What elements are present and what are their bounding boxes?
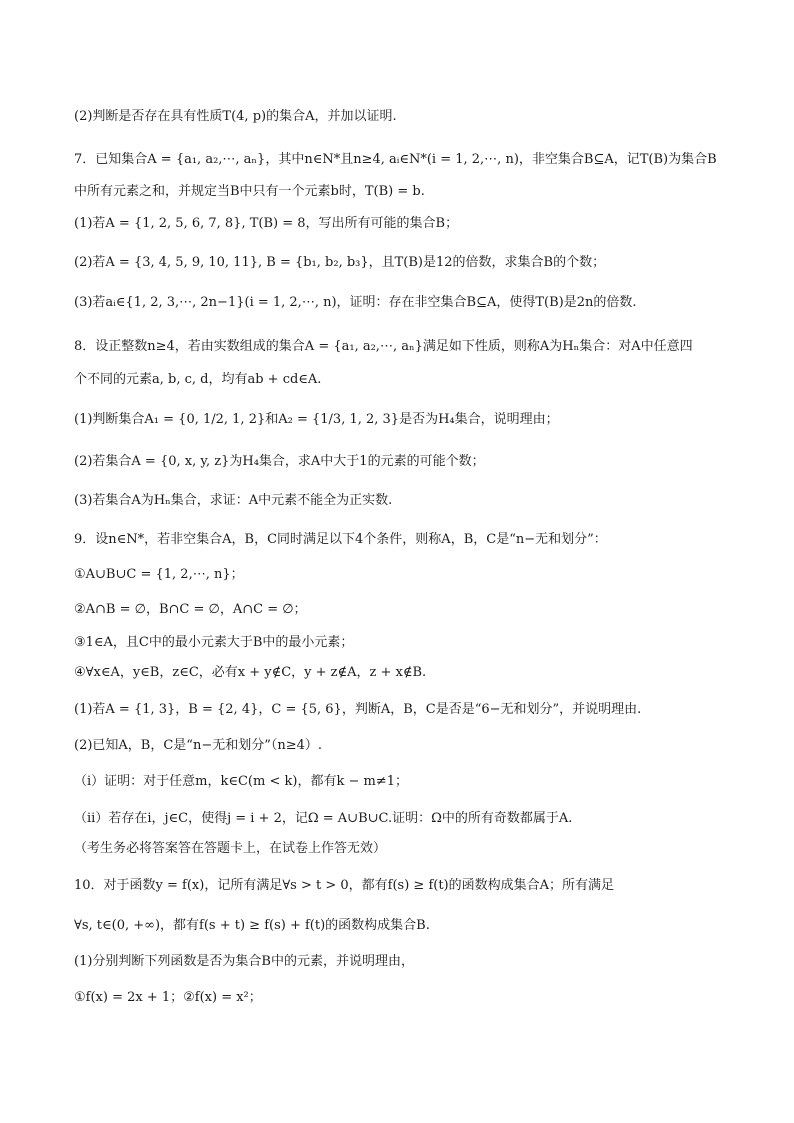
q7-stem-line1: 7．已知集合A = {a₁, a₂,⋯, aₙ}，其中n∈N*且n≥4, aᵢ∈N*(i = 1, 2,⋯, n)，非空集合B⊆A，记T(B)为集合B	[74, 152, 717, 167]
q9-condition-4: ④∀x∈A，y∈B，z∈C，必有x + y∉C，y + z∉A，z + x∉B.	[74, 665, 427, 680]
q7-part3: (3)若aᵢ∈{1, 2, 3,⋯, 2n−1}(i = 1, 2,⋯, n)，证明：存在非空集合B⊆A，使得T(B)是2n的倍数.	[74, 295, 637, 310]
q9-part2-i: （i）证明：对于任意m，k∈C(m < k)，都有k − m≠1；	[74, 774, 408, 789]
q10-stem-line2: ∀s, t∈(0, +∞)，都有f(s + t) ≥ f(s) + f(t)的函数构成集合B.	[74, 918, 430, 933]
q8-part3: (3)若集合A为Hₙ集合，求证：A中元素不能全为正实数.	[74, 493, 393, 508]
q8-stem-line1: 8．设正整数n≥4，若由实数组成的集合A = {a₁, a₂,⋯, aₙ}满足如下性质，则称A为Hₙ集合：对A中任意四	[74, 339, 693, 354]
q9-stem: 9．设n∈N*，若非空集合A，B，C同时满足以下4个条件，则称A，B，C是“n−无和划分”：	[74, 532, 607, 547]
q9-part1: (1)若A = {1, 3}，B = {2, 4}，C = {5, 6}，判断A，B，C是否是“6−无和划分”，并说明理由.	[74, 702, 642, 717]
q9-condition-2: ②A∩B = ∅，B∩C = ∅，A∩C = ∅；	[74, 602, 307, 617]
exam-note: （考生务必将答案答在答题卡上，在试卷上作答无效）	[74, 841, 387, 856]
q10-stem-line1: 10．对于函数y = f(x)，记所有满足∀s > t > 0，都有f(s) ≥ f(t)的函数构成集合A；所有满足	[74, 878, 615, 893]
q8-part2: (2)若集合A = {0, x, y, z}为H₄集合，求A中大于1的元素的可能个数；	[74, 454, 485, 469]
q6-part2: (2)判断是否存在具有性质T(4, p)的集合A，并加以证明.	[74, 109, 397, 124]
q8-part1: (1)判断集合A₁ = {0, 1/2, 1, 2}和A₂ = {1/3, 1, 2, 3}是否为H₄集合，说明理由；	[74, 412, 559, 427]
q9-condition-1: ①A∪B∪C = {1, 2,⋯, n}；	[74, 567, 244, 582]
q9-part2-ii: （ii）若存在i，j∈C，使得j = i + 2，记Ω = A∪B∪C.证明：Ω中的所有奇数都属于A.	[74, 811, 573, 826]
q7-part2: (2)若A = {3, 4, 5, 9, 10, 11}, B = {b₁, b₂, b₃}，且T(B)是12的倍数，求集合B的个数；	[74, 255, 606, 270]
q8-stem-line2: 个不同的元素a, b, c, d，均有ab + cd∈A.	[74, 372, 322, 387]
q9-part2: (2)已知A，B，C是“n−无和划分”（n≥4）.	[74, 738, 323, 753]
q9-condition-3: ③1∈A，且C中的最小元素大于B中的最小元素；	[74, 635, 354, 650]
q7-stem-line2: 中所有元素之和，并规定当B中只有一个元素b时，T(B) = b.	[74, 184, 425, 199]
q7-part1: (1)若A = {1, 2, 5, 6, 7, 8}, T(B) = 8，写出所有可能的集合B；	[74, 216, 459, 231]
q10-part1: (1)分别判断下列函数是否为集合B中的元素，并说明理由，	[74, 954, 414, 969]
q10-part1-functions: ①f(x) = 2x + 1；②f(x) = x²；	[74, 990, 262, 1005]
